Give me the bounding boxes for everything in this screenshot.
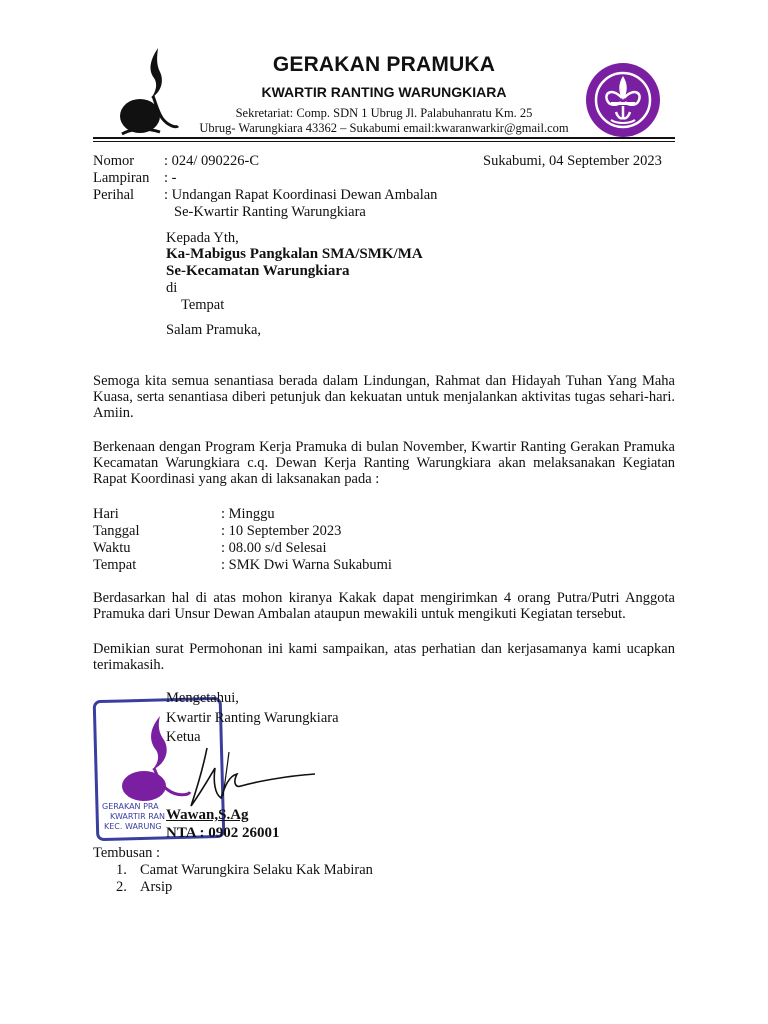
stamp-text-2: KWARTIR RAN [110,812,165,821]
signatory-org: Kwartir Ranting Warungkiara [166,710,339,726]
schedule-label: Tanggal [93,523,140,539]
tembusan-item: Arsip [140,879,173,895]
nomor-label: Nomor [93,153,135,169]
lampiran-label: Lampiran [93,170,150,186]
place-date: Sukabumi, 04 September 2023 [483,153,662,169]
scout-emblem-icon [585,62,661,138]
schedule-label: Tempat [93,557,137,573]
signatory-role: Ketua [166,729,201,745]
stamp-text-3: KEC. WARUNG [104,822,162,831]
schedule-label: Waktu [93,540,131,556]
nomor-value: : 024/ 090226-C [164,153,260,169]
tembusan-item: Camat Warungkira Selaku Kak Mabiran [140,862,373,878]
greeting: Salam Pramuka, [166,322,262,338]
schedule-value: : Minggu [221,506,275,522]
recipient-region: Se-Kecamatan Warungkiara [166,263,350,279]
header-rule-thick [93,137,675,139]
paragraph-2: Berkenaan dengan Program Kerja Pramuka di bulan November, Kwartir Ranting Gerakan Pramuka Kecamatan Warungkiara c.q. Dewan Kerja Ranting Warungkiara akan melaksanakan Kegiatan Rapat Koordinasi yang akan di laksanakan pada : [93,439,675,487]
tembusan-number: 2. [116,879,127,895]
org-title: GERAKAN PRAMUKA [272,53,496,76]
recipient-name: Ka-Mabigus Pangkalan SMA/SMK/MA [166,246,423,262]
mengetahui: Mengetahui, [166,690,239,706]
tembusan-number: 1. [116,862,127,878]
kepada-yth: Kepada Yth, [166,230,239,246]
recipient-tempat: Tempat [181,297,225,313]
header-rule-thin [93,141,675,142]
signatory-nta: NTA : 0902 26001 [166,825,280,841]
lampiran-value: : - [164,170,177,186]
handwritten-signature-icon [185,738,320,813]
paragraph-1: Semoga kita semua senantiasa berada dalam Lindungan, Rahmat dan Hidayah Tuhan Yang Maha Kuasa, serta senantiasa diberi petunjuk dan kekuatan untuk menjalankan aktivitas tugas sehari-hari. Amiin. [93,373,675,421]
schedule-value: : 08.00 s/d Selesai [221,540,327,556]
schedule-label: Hari [93,506,119,522]
stamp-text-1: GERAKAN PRA [102,802,159,811]
org-subtitle: KWARTIR RANTING WARUNGKIARA [261,84,507,100]
tembusan-label: Tembusan : [93,845,161,861]
perihal-value: : Undangan Rapat Koordinasi Dewan Ambalan [164,187,438,203]
paragraph-3: Berdasarkan hal di atas mohon kiranya Kakak dapat mengirimkan 4 orang Putra/Putri Anggota Pramuka dari Unsur Dewan Ambalan ataupun mewakili untuk mengikuti Kegiatan tersebut. [93,590,675,622]
paragraph-4: Demikian surat Permohonan ini kami sampaikan, atas perhatian dan kerjasamanya kami ucapkan terimakasih. [93,641,675,673]
perihal-label: Perihal [93,187,135,203]
address-line-2: Ubrug- Warungkiara 43362 – Sukabumi email:kwaranwarkir@gmail.com [199,121,569,135]
address-line-1: Sekretariat: Comp. SDN 1 Ubrug Jl. Palabuhanratu Km. 25 [235,106,533,120]
perihal-value-cont: Se-Kwartir Ranting Warungkiara [174,204,366,220]
recipient-di: di [166,280,178,296]
schedule-value: : 10 September 2023 [221,523,342,539]
schedule-value: : SMK Dwi Warna Sukabumi [221,557,392,573]
signatory-name: Wawan,S.Ag [166,807,249,823]
